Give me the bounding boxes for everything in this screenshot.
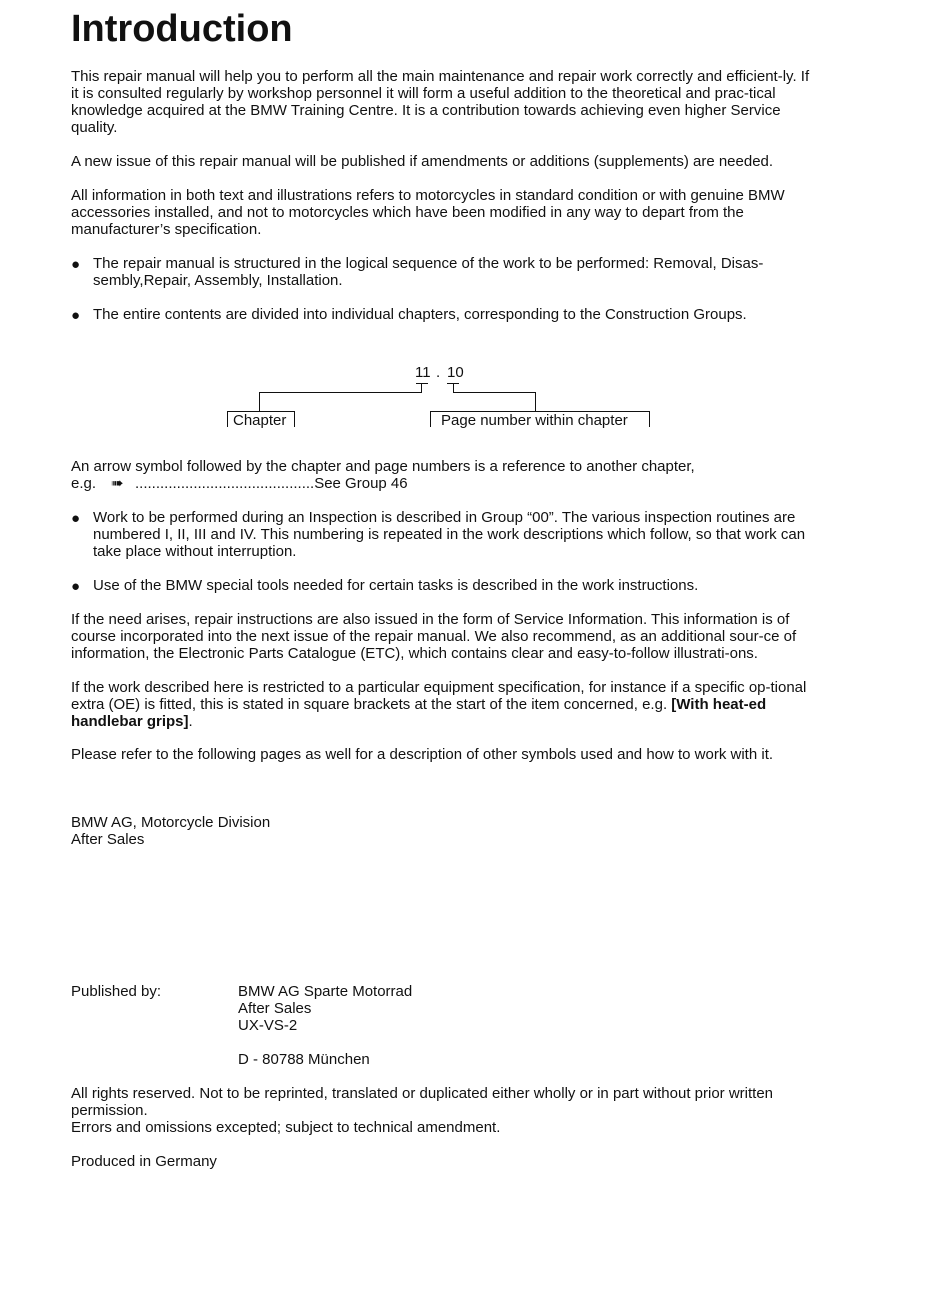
publisher-line	[238, 1034, 412, 1051]
reference-example	[71, 475, 408, 492]
standard-condition-paragraph: All information in both text and illustrations refers to motorcycles in standard condition or with genuine BMW accessories installed, and not to motorcycles which have been modified in any way to depart from the manufacturer’s specification.	[71, 187, 785, 238]
bullet-item-special-tools	[71, 577, 819, 594]
intro-paragraph: This repair manual will help you to perform all the main maintenance and repair work correctly and efficient-ly. If it is consulted regularly by workshop personnel it will form a useful addition to the theoretical and prac-tical knowledge acquired at the BMW Training Centre. It is a contribution towards achieving even higher Service quality.	[71, 68, 810, 136]
bullet-text: Work to be performed during an Inspection is described in Group “00”. The various inspection routines are numbered I, II, III and IV. This numbering is repeated in the work descriptions which follow, so that work can take place without interruption.	[93, 509, 806, 560]
arrow-symbol-paragraph: An arrow symbol followed by the chapter and page numbers is a reference to another chapter,	[71, 458, 695, 475]
page-bracket	[649, 411, 650, 427]
page-title: Introduction	[71, 8, 293, 50]
diagram-page-label: Page number within chapter	[441, 412, 628, 429]
page-bracket	[430, 411, 431, 427]
publisher-line: BMW AG Sparte Motorrad	[238, 983, 413, 1000]
new-issue-paragraph: A new issue of this repair manual will be published if amendments or additions (supplements) are needed.	[71, 153, 774, 170]
bracket-line	[259, 392, 422, 393]
publisher-address	[238, 983, 412, 1068]
bullet-item-chapters	[71, 306, 819, 323]
chapter-bracket	[227, 411, 228, 427]
errors-notice: Errors and omissions excepted; subject to technical amendment.	[71, 1119, 501, 1136]
bullet-text: Use of the BMW special tools needed for certain tasks is described in the work instructions.	[93, 577, 699, 594]
publisher-line: After Sales	[238, 1000, 312, 1017]
reference-target: See Group 46	[314, 475, 408, 492]
bullet-text: The entire contents are divided into individual chapters, corresponding to the Construction Groups.	[93, 306, 747, 323]
equipment-text: If the work described here is restricted to a particular equipment specification, for instance if a specific op-tional extra (OE) is fitted, this is stated in square brackets at the start of the item concerned, e.g.	[71, 679, 807, 713]
chapter-bracket	[294, 411, 295, 427]
service-information-paragraph: If the need arises, repair instructions are also issued in the form of Service Information. This information is of course incorporated into the next issue of the repair manual. We also recommend, as an additional sour-ce of information, the Electronic Parts Catalogue (ETC), which contains clear and easy-to-follow illustrati-ons.	[71, 611, 797, 662]
bracket-line	[535, 392, 536, 412]
produced-in: Produced in Germany	[71, 1153, 217, 1170]
diagram-separator: .	[436, 364, 441, 381]
published-by-label: Published by:	[71, 983, 162, 1000]
arrow-right-icon: ➠	[111, 475, 124, 492]
equipment-specification-paragraph	[71, 679, 819, 730]
bullet-icon: ●	[71, 307, 81, 324]
equipment-example: [With heat-ed handlebar grips]	[71, 696, 767, 730]
bracket-line	[416, 383, 428, 384]
bullet-item-inspection	[71, 509, 819, 560]
equipment-end: .	[188, 713, 193, 730]
publisher-line: D - 80788 München	[238, 1051, 370, 1068]
bullet-item-structure	[71, 255, 819, 289]
diagram-chapter-label: Chapter	[233, 412, 287, 429]
symbols-reference-paragraph: Please refer to the following pages as well for a description of other symbols used and how to work with it.	[71, 746, 774, 763]
bracket-line	[259, 392, 260, 412]
rights-notice: All rights reserved. Not to be reprinted, translated or duplicated either wholly or in part without prior written permission.	[71, 1085, 774, 1119]
diagram-chapter-number: 11	[415, 364, 431, 381]
bullet-icon: ●	[71, 256, 81, 273]
diagram-page-number: 10	[447, 364, 464, 381]
publisher-line: UX-VS-2	[238, 1017, 298, 1034]
reference-leader: ...........................................	[135, 475, 315, 492]
company-name: BMW AG, Motorcycle Division	[71, 814, 271, 831]
company-department: After Sales	[71, 831, 145, 848]
bullet-icon: ●	[71, 510, 81, 527]
page-numbering-diagram	[0, 360, 950, 435]
bracket-line	[453, 392, 536, 393]
bullet-icon: ●	[71, 578, 81, 595]
eg-label: e.g.	[71, 475, 97, 492]
bullet-text: The repair manual is structured in the logical sequence of the work to be performed: Removal, Disas-sembly,Repair, Assembly, Installation.	[93, 255, 764, 289]
